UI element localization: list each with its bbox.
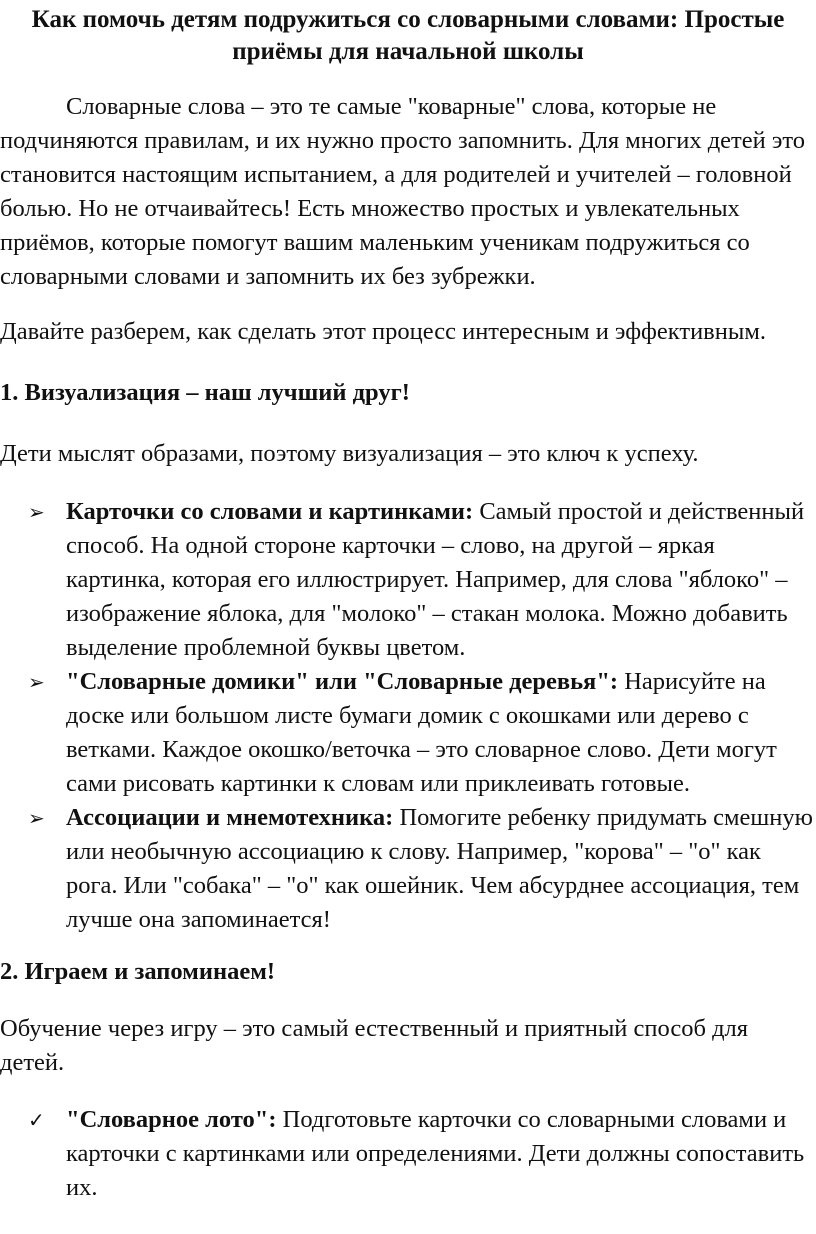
list-item xyxy=(0,801,816,937)
intro-paragraph-2: Давайте разберем, как сделать этот процесс интересным и эффективным. xyxy=(0,318,766,345)
list-item xyxy=(0,495,816,665)
section-1-list xyxy=(0,495,816,937)
list-item-text: Помогите ребенку придумать смешную или необычную ассоциацию к слову. Например, "корова" – "о" как рога. Или "собака" – "о" как ошейник. Чем абсурднее ассоциация, тем лучше она запоминается! xyxy=(66,804,813,933)
list-item-lead: Карточки со словами и картинками: xyxy=(66,498,474,525)
intro-paragraph: Словарные слова – это те самые "коварные" слова, которые не подчиняются правилам, и их нужно просто запомнить. Для многих детей это становится настоящим испытанием, а для родителей и учителей – головной болью. Но не отчаивайтесь! Есть множество простых и увлекательных приёмов, которые помогут вашим маленьким ученикам подружиться со словарными словами и запомнить их без зубрежки. xyxy=(0,93,806,290)
list-item xyxy=(0,1103,816,1205)
section-1-text: Дети мыслят образами, поэтому визуализация – это ключ к успеху. xyxy=(0,440,699,467)
checkmark-bullet-icon: ✓ xyxy=(28,1108,45,1132)
section-2-list xyxy=(0,1103,816,1205)
document-title: Как помочь детям подружиться со словарными словами: Простые приёмы для начальной школы xyxy=(31,6,785,65)
arrow-bullet-icon: ➢ xyxy=(28,670,45,694)
list-item-lead: "Словарные домики" или "Словарные деревья": xyxy=(66,668,619,695)
list-item-lead: "Словарное лото": xyxy=(66,1106,277,1133)
section-1-heading: 1. Визуализация – наш лучший друг! xyxy=(0,379,410,406)
list-item-text: Подготовьте карточки со словарными словами и карточки с картинками или определениями. Дети должны сопоставить их. xyxy=(66,1106,805,1201)
arrow-bullet-icon: ➢ xyxy=(28,500,45,524)
section-2-text: Обучение через игру – это самый естественный и приятный способ для детей. xyxy=(0,1015,749,1076)
arrow-bullet-icon: ➢ xyxy=(28,806,45,830)
list-item-text: Самый простой и действенный способ. На одной стороне карточки – слово, на другой – яркая картинка, которая его иллюстрирует. Например, для слова "яблоко" – изображение яблока, для "молоко" – стакан молока. Можно добавить выделение проблемной буквы цветом. xyxy=(66,498,805,661)
list-item xyxy=(0,665,816,801)
list-item-lead: Ассоциации и мнемотехника: xyxy=(66,804,394,831)
section-2-heading: 2. Играем и запоминаем! xyxy=(0,958,276,985)
list-item-text: Нарисуйте на доске или большом листе бумаги домик с окошками или дерево с ветками. Каждое окошко/веточка – это словарное слово. Дети могут сами рисовать картинки к словам или приклеивать готовые. xyxy=(66,668,777,797)
